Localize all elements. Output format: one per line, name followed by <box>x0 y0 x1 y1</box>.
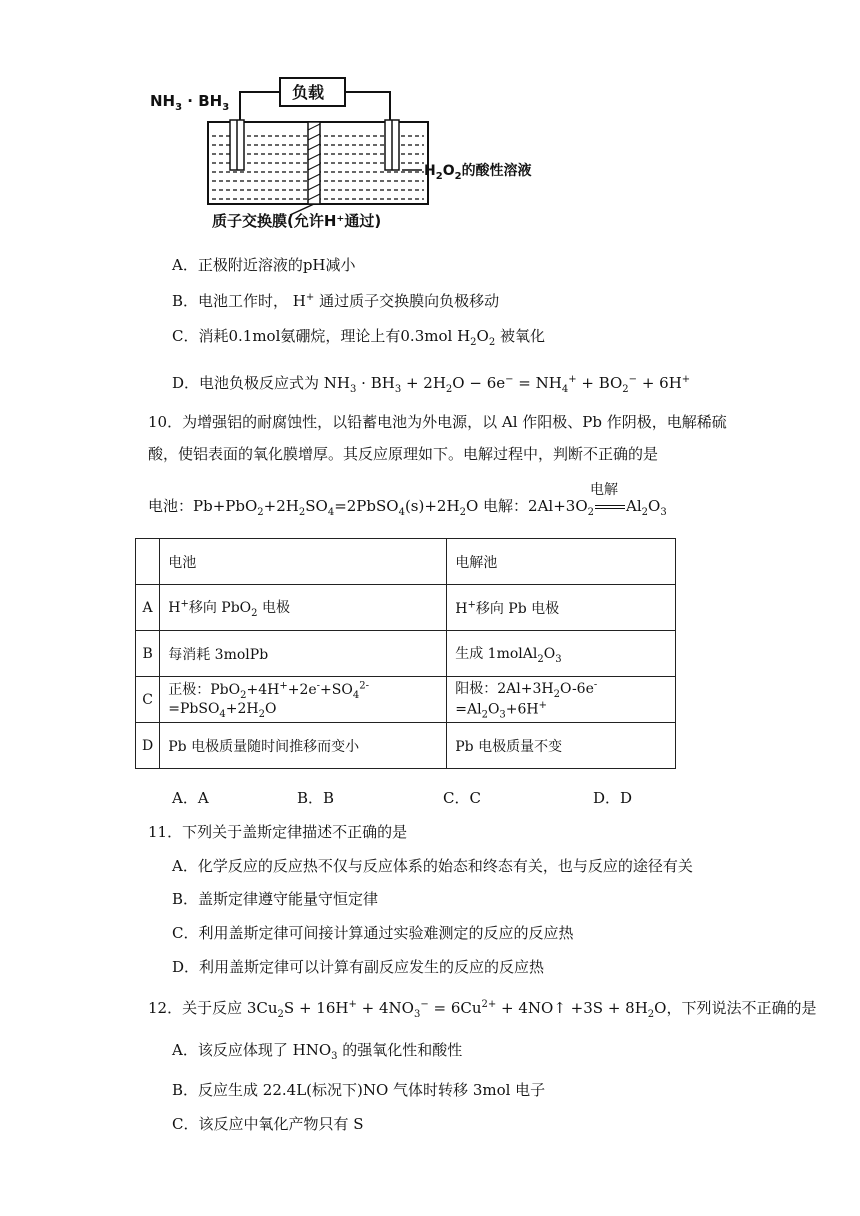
oxidant-label: $H_2O_2$的酸性溶液 <box>424 163 532 182</box>
q11-option-b: B．盖斯定律遵守能量守恒定律 <box>172 890 379 908</box>
q12-option-a: A．该反应体现了 $HNO_3$ 的强氧化性和酸性 <box>172 1041 463 1062</box>
q12-option-c: C．该反应中氧化产物只有 S <box>172 1115 364 1133</box>
load-label: 负载 <box>292 83 325 102</box>
table-row: C 正极：$PbO_2+4H^++2e^-+SO_4^{2-}$ $=PbSO_4+2H_2O$ 阳极：$2Al+3H_2O-6e^-=Al_2O_3+6H^+$ <box>136 677 676 723</box>
proton-exchange-membrane <box>308 122 320 204</box>
electrolysis-condition: 电解 <box>590 482 618 498</box>
q11-option-d: D．利用盖斯定律可以计算有副反应发生的反应的反应热 <box>172 958 545 976</box>
q11-stem: 11．下列关于盖斯定律描述不正确的是 <box>148 823 408 841</box>
q9-option-b: B．电池工作时， H+ 通过质子交换膜向负极移动 <box>172 292 500 310</box>
q10-option-c: C．C <box>443 789 481 807</box>
q9-option-d: D．电池负极反应式为 $NH_3 \cdot BH_3 + 2H_2O - 6e^- = NH_4^+ + BO_2^- + 6H^+$ <box>172 374 691 395</box>
table-row: B 每消耗 3molPb 生成 $1molAl_2O_3$ <box>136 631 676 677</box>
header-electrolysis: 电解池 <box>447 539 676 585</box>
header-battery: 电池 <box>160 539 447 585</box>
q10-reactions: 电池：$Pb+PbO_2+2H_2SO_4=2PbSO_4(s)+2H_2O$ 电解：$2Al+3O_2$ 电解 $Al_2O_3$ <box>148 482 667 518</box>
table-row <box>136 539 676 585</box>
q10-option-a: A．A <box>172 789 209 807</box>
q11-option-c: C．利用盖斯定律可间接计算通过实验难测定的反应的反应热 <box>172 924 574 942</box>
q10-table <box>135 538 676 769</box>
q11-option-a: A．化学反应的反应热不仅与反应体系的始态和终态有关，也与反应的途径有关 <box>172 857 693 875</box>
q10-option-b: B．B <box>297 789 335 807</box>
fuel-label-left: $NH_3 \cdot BH_3$ <box>150 92 230 113</box>
q10-stem-line2: 酸，使铝表面的氧化膜增厚。其反应原理如下。电解过程中，判断不正确的是 <box>148 445 659 463</box>
q10-option-d: D．D <box>593 789 633 807</box>
right-wire <box>345 92 390 125</box>
q12-option-b: B．反应生成 22.4L(标况下)NO 气体时转移 3mol 电子 <box>172 1081 546 1099</box>
q9-option-c: C．消耗0.1mol氨硼烷，理论上有0.3mol $H_2O_2$ 被氧化 <box>172 327 546 348</box>
membrane-label: 质子交换膜(允许H⁺通过) <box>212 212 382 230</box>
table-row: A H+移向 PbO$_2$ 电极 H+移向 Pb 电极 <box>136 585 676 631</box>
left-wire <box>240 92 280 125</box>
table-row: D Pb 电极质量随时间推移而变小 Pb 电极质量不变 <box>136 723 676 769</box>
q12-stem: 12．关于反应 $3Cu_2S + 16H^+ + 4NO_3^- = 6Cu^{2+}$ + 4NO↑ $+3S + 8H_2O$，下列说法不正确的是 <box>148 999 817 1020</box>
q10-stem-line1: 10．为增强铝的耐腐蚀性，以铅蓄电池为外电源，以 Al 作阳极、Pb 作阴极，电解稀硫 <box>148 413 727 431</box>
q9-option-a: A．正极附近溶液的pH减小 <box>172 256 356 274</box>
